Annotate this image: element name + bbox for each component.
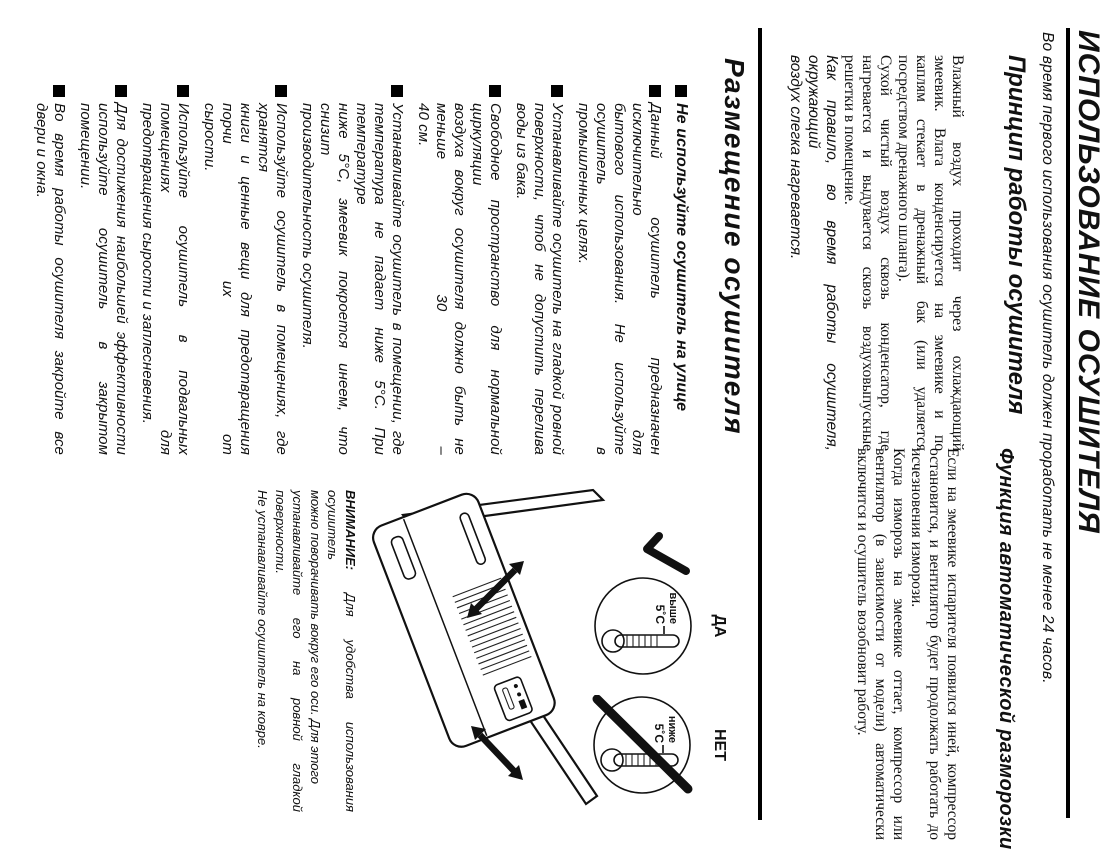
bullet-text xyxy=(414,103,504,455)
section-divider-rule xyxy=(758,28,762,820)
bullet-square-icon xyxy=(649,85,661,97)
bullet-square-icon xyxy=(391,85,403,97)
bullet-item xyxy=(512,85,566,455)
auto-defrost-heading: Функция автоматической разморозки xyxy=(995,448,1017,849)
temp-below-label: ниже xyxy=(666,715,678,743)
bullet-item xyxy=(414,85,504,455)
text-line: Влажный воздух проходит через охлаждающий xyxy=(949,55,966,451)
bullet-text xyxy=(672,103,690,455)
text-line: вентилятор (в зависимости от модели) автоматически xyxy=(872,448,889,840)
caution-label: ВНИМАНИЕ: xyxy=(343,490,358,571)
text-line: Не устанавливайте осушитель на ковре. xyxy=(255,490,271,749)
bullet-item xyxy=(76,85,130,455)
text-line: Для достижения наибольшей эффективности xyxy=(113,103,130,455)
no-label: НЕТ xyxy=(711,729,728,761)
text-line: Устанавливайте осушитель в помещении, где xyxy=(389,103,406,455)
operating-principle-body xyxy=(786,55,966,451)
text-line: Данный осушитель предназначен исключительно для xyxy=(629,103,664,455)
temp-value-label: 5˚C xyxy=(653,604,667,624)
operating-principle-heading: Принцип работы осушителя xyxy=(1003,55,1030,415)
section-operating-principle xyxy=(786,55,1030,451)
placement-bullet-list xyxy=(24,85,690,455)
text-line: Если на змеевике испарителя появился иней, компрессор xyxy=(944,448,961,840)
auto-defrost-body xyxy=(853,448,961,840)
checkmark-icon xyxy=(647,536,686,571)
bullet-square-icon xyxy=(53,85,65,97)
temp-above-label: выше xyxy=(667,592,679,624)
bullet-item xyxy=(200,85,290,455)
text-line: каплям стекает в дренажный бак (или удаляется xyxy=(913,55,930,451)
bullet-text xyxy=(200,103,290,455)
text-line: производительность осушителя. xyxy=(299,103,316,349)
text-line: посредством дренажного шланга). xyxy=(895,55,912,282)
text-line: предотвращения сырости и заплесневения. xyxy=(139,103,156,425)
placement-heading: Размещение осушителя xyxy=(719,58,750,436)
caution-line-rest: Для удобства использования осушитель xyxy=(325,490,358,812)
bullet-text xyxy=(76,103,130,455)
text-line: воздуха вокруг осушителя должно быть не меньше 30 – xyxy=(433,103,468,455)
text-line: включится и осушитель возобновит работу. xyxy=(854,448,871,736)
bullet-item xyxy=(298,85,406,455)
temp-value-label: 5˚C xyxy=(652,723,666,743)
bullet-text xyxy=(138,103,192,455)
bullet-item xyxy=(672,85,690,455)
bullet-text xyxy=(32,103,68,455)
room-corner-illustration xyxy=(359,478,617,822)
title-underline-rule xyxy=(1066,28,1070,818)
text-line: Используйте осушитель в помещениях, где хранятся xyxy=(255,103,290,455)
bullet-square-icon xyxy=(551,85,563,97)
bullet-square-icon xyxy=(675,85,687,97)
text-line: поверхности, чтоб не допустить перелива воды из бака. xyxy=(513,103,548,455)
yes-label: ДА xyxy=(711,614,728,638)
text-line: Свободное пространство для нормальной циркуляции xyxy=(469,103,504,455)
text-line: Как правило, во время работы осушителя, окружающий xyxy=(805,55,840,451)
page-subtitle: Во время первого использования осушитель должен проработать не менее 24 часов. xyxy=(1039,32,1056,684)
text-line: остановится, и вентилятор будет продолжать работать до xyxy=(926,448,943,840)
text-line: устанавливайте его на ровной гладкой поверхности. xyxy=(273,490,306,812)
text-line: книги и ценные вещи для предотвращения порчи их от xyxy=(219,103,254,455)
text-line: нагревается и выдувается сквозь воздуховыпускные xyxy=(859,55,876,451)
bullet-text xyxy=(512,103,566,455)
bullet-item xyxy=(138,85,192,455)
text-line: используйте осушитель в закрытом помещении. xyxy=(77,103,112,455)
text-line: ниже 5°С, змеевик покроется инеем, что снизит xyxy=(317,103,352,455)
text-line: сырости. xyxy=(201,103,218,172)
text-line: Во время работы осушителя закройте все двери и окна. xyxy=(33,103,68,455)
text-line: воздух слегка нагревается. xyxy=(787,55,804,260)
text-line: Сухой чистый воздух сквозь конденсатор, где xyxy=(877,55,894,451)
bullet-item xyxy=(574,85,664,455)
text-line: решетки в помещение. xyxy=(841,55,858,205)
text-line: Не используйте осушитель на улице xyxy=(673,103,690,412)
bullet-text xyxy=(574,103,664,455)
text-line: исчезновения изморози. xyxy=(908,448,925,608)
dehumidifier-unit xyxy=(369,490,558,750)
text-line: Когда изморозь на змеевике оттает, компрессор или xyxy=(890,448,907,840)
text-line: змеевик. Влага конденсируется на змеевике и по xyxy=(931,55,948,451)
bullet-square-icon xyxy=(115,85,127,97)
section-auto-defrost xyxy=(853,448,1017,849)
text-line xyxy=(324,490,359,812)
page-title: ИСПОЛЬЗОВАНИЕ ОСУШИТЕЛЯ xyxy=(1072,30,1105,534)
text-line: температура не падает ниже 5°С. При температуре xyxy=(353,103,388,455)
text-line: промышленных целях. xyxy=(575,103,592,265)
text-line: Используйте осушитель в подвальных помещениях для xyxy=(157,103,192,455)
bullet-text xyxy=(298,103,406,455)
bullet-item xyxy=(32,85,68,455)
bullet-square-icon xyxy=(489,85,501,97)
bullet-square-icon xyxy=(177,85,189,97)
bullet-square-icon xyxy=(275,85,287,97)
text-line: 40 см. xyxy=(415,103,432,147)
text-line: бытового использования. Не используйте осушитель в xyxy=(593,103,628,455)
caution-note xyxy=(254,490,359,812)
text-line: можно поворачивать вокруг его оси. Для этого xyxy=(308,490,323,785)
text-line: Устанавливайте осушитель на гладкой ровной xyxy=(549,103,566,455)
